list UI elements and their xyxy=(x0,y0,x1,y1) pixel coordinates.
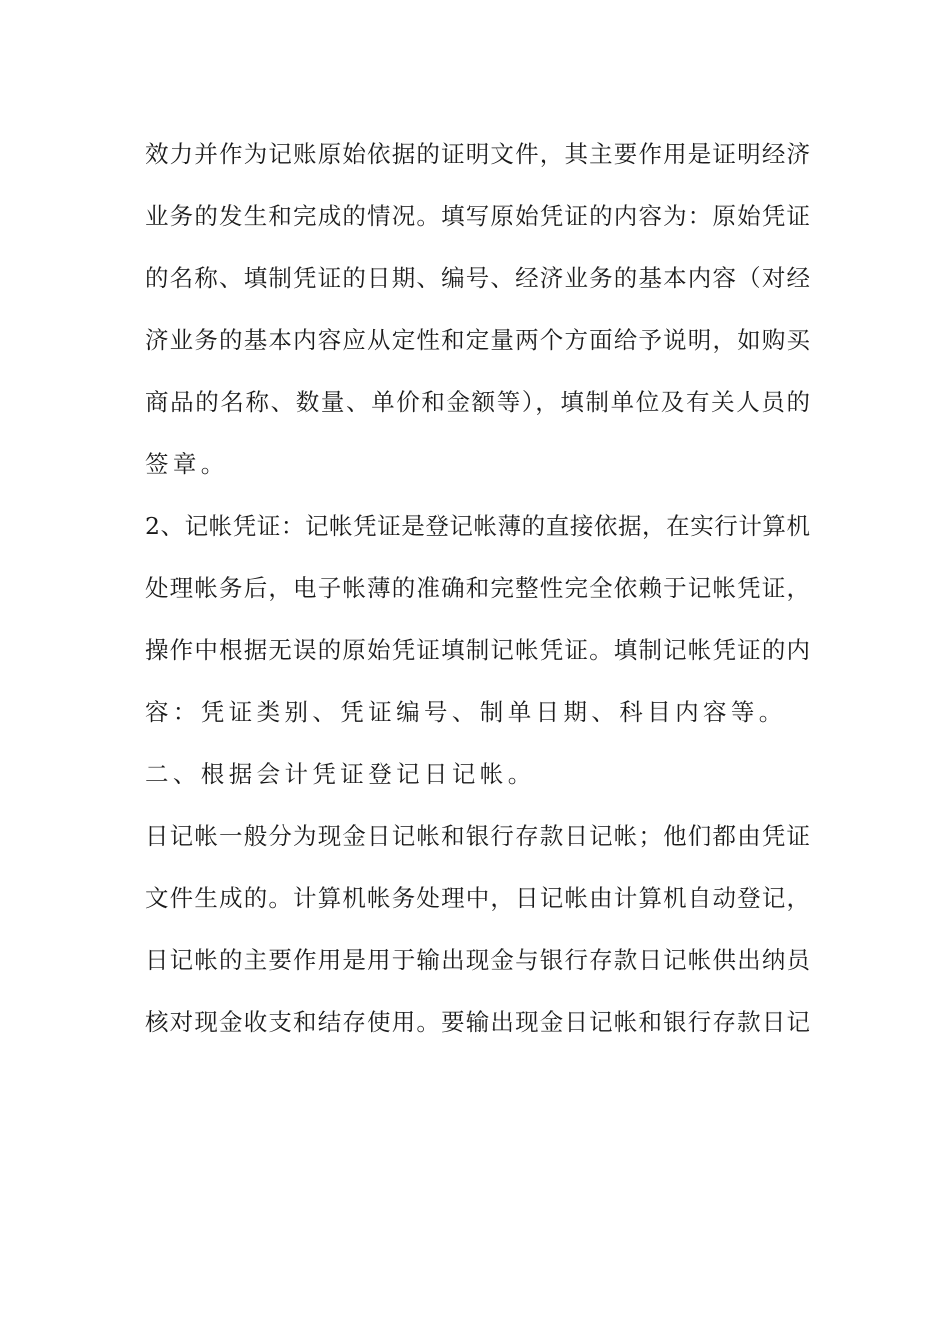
text-line: 业务的发生和完成的情况。填写原始凭证的内容为：原始凭证 xyxy=(145,202,810,230)
section-heading: 二、根据会计凭证登记日记帐。 xyxy=(145,760,536,788)
text-line: 处理帐务后，电子帐薄的准确和完整性完全依赖于记帐凭证， xyxy=(145,574,810,602)
text-line: 签章。 xyxy=(145,450,229,478)
text-line: 商品的名称、数量、单价和金额等），填制单位及有关人员的 xyxy=(145,388,810,416)
text-line: 核对现金收支和结存使用。要输出现金日记帐和银行存款日记 xyxy=(145,1008,810,1036)
text-line: 的名称、填制凭证的日期、编号、经济业务的基本内容（对经 xyxy=(145,264,810,292)
text-line: 操作中根据无误的原始凭证填制记帐凭证。填制记帐凭证的内 xyxy=(145,636,810,664)
text-line: 2、记帐凭证：记帐凭证是登记帐薄的直接依据，在实行计算机 xyxy=(145,512,810,540)
text-line: 容：凭证类别、凭证编号、制单日期、科目内容等。 xyxy=(145,698,787,726)
text-line: 日记帐的主要作用是用于输出现金与银行存款日记帐供出纳员 xyxy=(145,946,810,974)
text-line: 效力并作为记账原始依据的证明文件，其主要作用是证明经济 xyxy=(145,140,810,168)
text-line: 文件生成的。计算机帐务处理中，日记帐由计算机自动登记， xyxy=(145,884,810,912)
text-line: 日记帐一般分为现金日记帐和银行存款日记帐；他们都由凭证 xyxy=(145,822,810,850)
body-text xyxy=(145,128,810,1058)
text-line: 济业务的基本内容应从定性和定量两个方面给予说明，如购买 xyxy=(145,326,810,354)
